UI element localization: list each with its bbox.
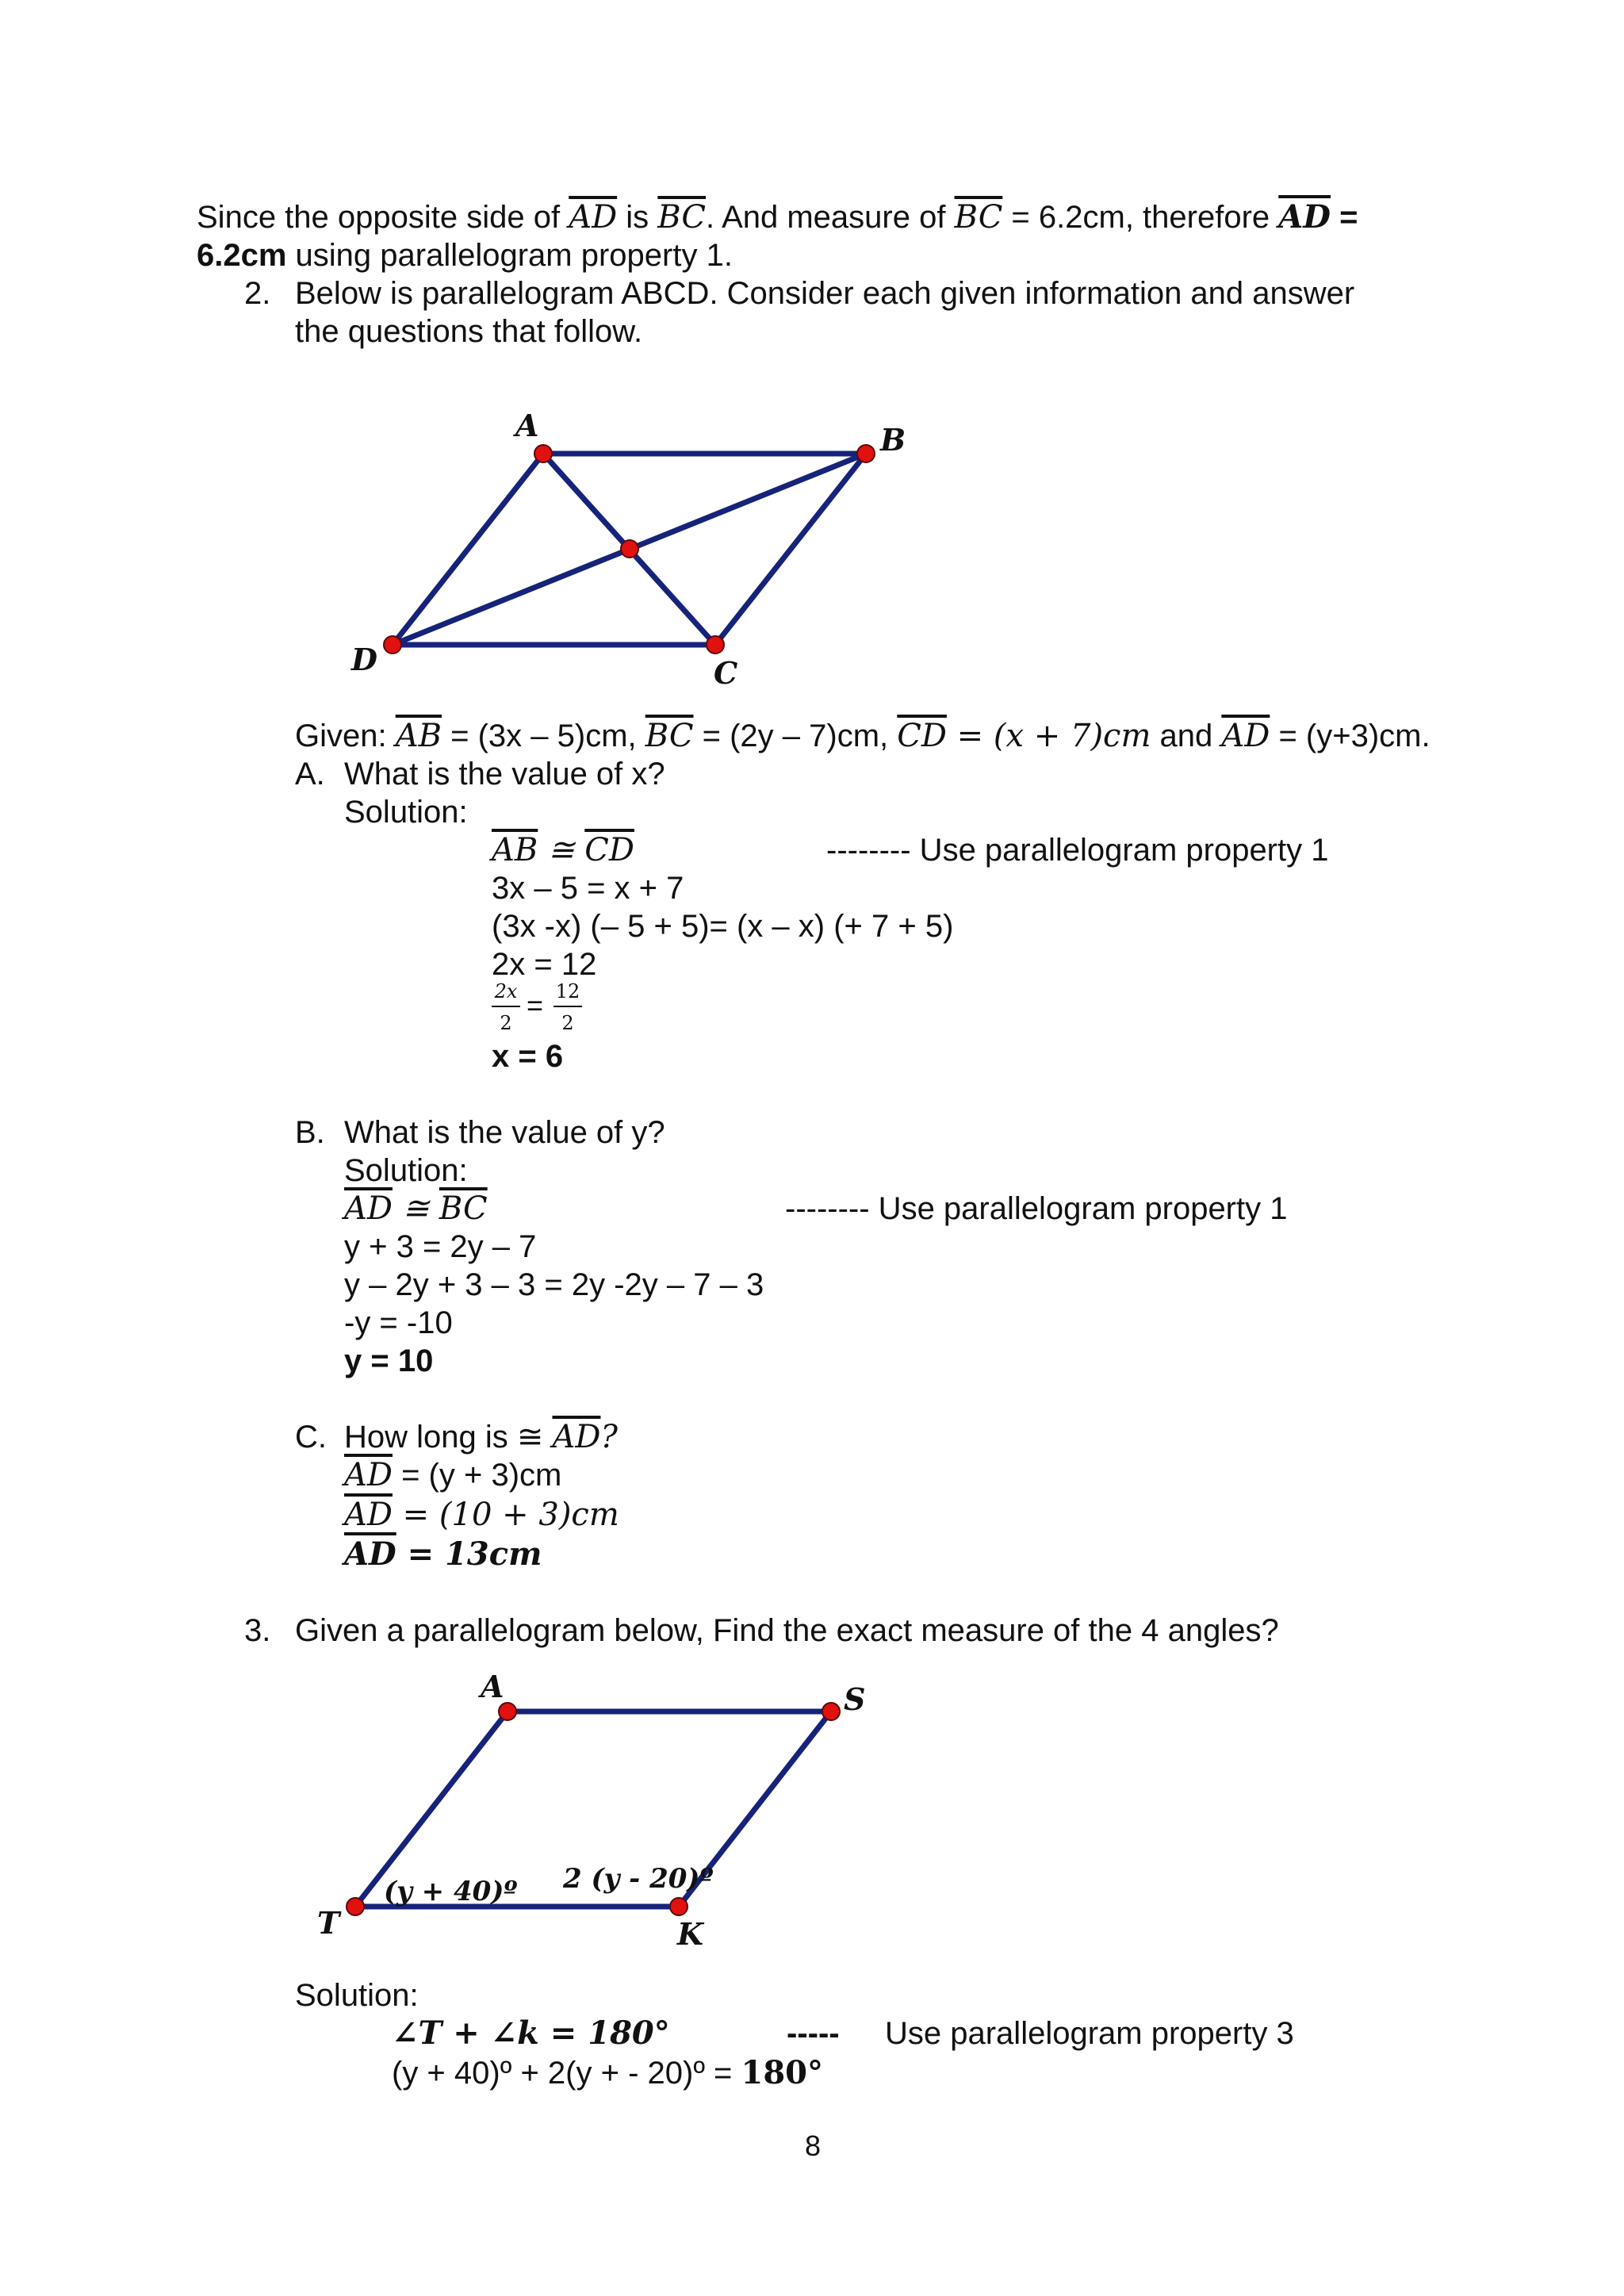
label-a: A [515, 408, 539, 443]
label-d: D [351, 642, 377, 677]
label-b: B [880, 422, 906, 458]
part-a-question: What is the value of x? [344, 757, 665, 792]
q3-equation-1: ∠T + ∠k = 180° [392, 2014, 670, 2052]
segment-bc: $\overline{BC}$ [954, 199, 1003, 236]
angle-k-label: 2 (y - 20)º [563, 1863, 714, 1895]
label-k: K [677, 1916, 704, 1952]
segment-ad: $\overline{AD}$ [344, 1497, 393, 1533]
part-b-step-1: y + 3 = 2y – 7 [344, 1229, 537, 1264]
label-t: T [317, 1905, 340, 1941]
vertex-k [670, 1898, 688, 1915]
part-b-congruence [344, 1190, 488, 1228]
q2-text-1: Below is parallelogram ABCD. Consider each given information and answer [295, 276, 1355, 311]
intro-line-1 [197, 198, 1358, 236]
segment-cd: $\overline{CD}$ [584, 832, 634, 868]
part-a-step-2: (3x -x) (– 5 + 5)= (x – x) (+ 7 + 5) [492, 909, 954, 944]
vertex-a [534, 445, 552, 462]
fraction-numerator: 2x [494, 980, 518, 1002]
part-b-step-2: y – 2y + 3 – 3 = 2y -2y – 7 – 3 [344, 1267, 764, 1302]
fraction-numerator: 12 [555, 980, 580, 1002]
part-a-step-3: 2x = 12 [492, 947, 597, 982]
vertex-t [347, 1898, 364, 1915]
segment-bc: $\overline{BC}$ [645, 718, 694, 754]
q2-text-2: the questions that follow. [295, 314, 643, 349]
vertex-a [499, 1703, 516, 1720]
given-bc-value: = (2y – 7)cm, [693, 719, 898, 753]
given-line [295, 717, 1431, 755]
q2-number: 2. [244, 276, 271, 311]
intro-text: = [1331, 200, 1358, 235]
part-b-question: What is the value of y? [344, 1115, 665, 1150]
given-ab-value: = (3x – 5)cm, [442, 719, 645, 753]
part-c-answer [344, 1535, 542, 1573]
vertex-b [857, 445, 875, 462]
segment-ad: $\overline{AD}$ [1221, 718, 1270, 754]
part-b-note: -------- Use parallelogram property 1 [785, 1191, 1288, 1226]
segment-ad: $\overline{AD}$ [569, 199, 618, 236]
q3-text: Given a parallelogram below, Find the exact measure of the 4 angles? [295, 1613, 1279, 1648]
equation-text: (y + 40)º + 2(y + - 20)º = [392, 2056, 741, 2091]
part-a-congruence [492, 831, 634, 869]
segment-ad: $\overline{AD}$ [344, 1457, 393, 1493]
part-c-step-2 [344, 1496, 619, 1534]
part-a-fraction [490, 980, 593, 1041]
part-a-letter: A. [295, 757, 325, 792]
part-a-answer: x = 6 [492, 1039, 564, 1074]
parallelogram-abcd-figure [333, 397, 920, 706]
label-a: A [481, 1669, 504, 1704]
label-c: C [714, 655, 738, 691]
vertex-s [822, 1703, 840, 1720]
intro-text: using parallelogram property 1. [286, 238, 733, 273]
congruent-symbol: ≅ [392, 1190, 439, 1227]
intro-text: . And measure of [706, 200, 955, 235]
angle-t-label: (y + 40)º [384, 1876, 518, 1907]
segment-cd: $\overline{CD}$ [897, 718, 947, 754]
segment-ad-bold: $\overline{AD}$ [1278, 198, 1331, 236]
vertex-c [707, 636, 724, 654]
congruent-symbol: ≅ [538, 832, 585, 868]
intro-text: is [617, 200, 658, 235]
intro-line-2 [197, 236, 733, 274]
part-a-solution-label: Solution: [344, 795, 468, 830]
segment-bc: $\overline{BC}$ [439, 1190, 488, 1227]
q3-equation-2 [392, 2054, 823, 2092]
part-a-note: -------- Use parallelogram property 1 [826, 833, 1329, 868]
part-c-letter: C. [295, 1420, 327, 1455]
segment-bc: $\overline{BC}$ [657, 199, 707, 236]
intro-answer: 6.2cm [197, 238, 287, 273]
page-number: 8 [804, 2129, 822, 2162]
segment-ab: $\overline{AB}$ [395, 718, 442, 754]
fraction-bar [492, 1006, 520, 1007]
segment-ad: $\overline{AD}$ [552, 1419, 601, 1455]
intro-text: Since the opposite side of [197, 200, 569, 235]
q3-number: 3. [244, 1613, 271, 1648]
fraction-denominator: 2 [561, 1012, 574, 1034]
fraction-equals: = [527, 989, 544, 1022]
q3-solution-label: Solution: [295, 1978, 419, 2013]
step-text: = (y + 3)cm [392, 1458, 562, 1493]
part-b-letter: B. [295, 1115, 325, 1150]
step-text: = (10 + 3)cm [392, 1497, 619, 1533]
question-mark: ? [600, 1419, 618, 1455]
parallelogram-askt-figure [301, 1665, 904, 1967]
label-s: S [844, 1681, 866, 1717]
part-b-answer: y = 10 [344, 1343, 434, 1378]
intro-text: = 6.2cm, therefore [1002, 200, 1279, 235]
q3-note: Use parallelogram property 3 [885, 2016, 1294, 2051]
part-c-step-1 [344, 1456, 561, 1494]
part-b-step-3: -y = -10 [344, 1305, 453, 1340]
part-c-question [344, 1418, 618, 1456]
segment-ab: $\overline{AB}$ [492, 832, 538, 868]
diagonal-intersection [621, 540, 638, 558]
given-label: Given: [295, 719, 396, 753]
segment-ad: $\overline{AD}$ [344, 1190, 393, 1227]
question-text: How long is ≅ [344, 1420, 553, 1455]
segment-ad-bold: $\overline{AD}$ [344, 1535, 396, 1573]
fraction-denominator: 2 [500, 1012, 512, 1034]
q3-dash: ----- [787, 2016, 840, 2051]
given-and: and [1151, 719, 1222, 753]
part-a-step-1: 3x – 5 = x + 7 [492, 871, 684, 906]
given-cd-value: = (x + 7)cm [946, 718, 1151, 754]
fraction-bar [553, 1006, 582, 1007]
equation-total: 180° [741, 2054, 824, 2091]
part-b-solution-label: Solution: [344, 1153, 468, 1188]
vertex-d [384, 636, 401, 654]
answer-text: = 13cm [396, 1535, 542, 1573]
given-ad-value: = (y+3)cm. [1270, 719, 1431, 753]
